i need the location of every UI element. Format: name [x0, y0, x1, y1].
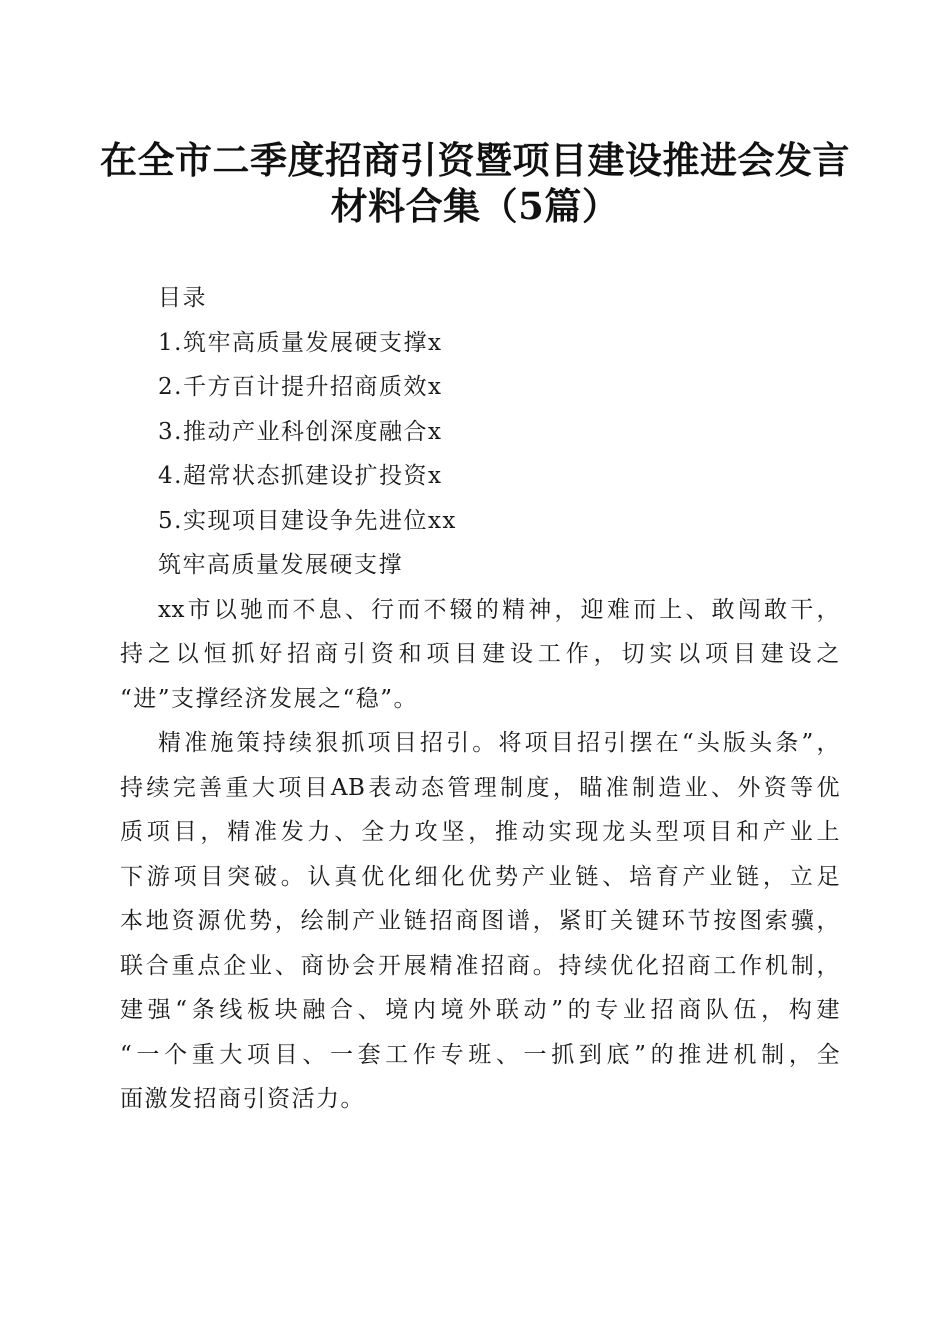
toc-item-1: 1.筑牢高质量发展硬支撑x — [158, 330, 443, 356]
paragraph-1-line-3: “进”支撑经济发展之“稳”。 — [120, 686, 419, 712]
paragraph-2-line-8: “一个重大项目、一套工作专班、一抓到底”的推进机制，全 — [120, 1042, 840, 1068]
paragraph-2-line-3: 质项目，精准发力、全力攻坚，推动实现龙头型项目和产业上 — [120, 819, 840, 845]
toc-item-2: 2.千方百计提升招商质效x — [158, 374, 443, 400]
toc-heading: 目录 — [158, 285, 207, 311]
paragraph-2-line-7: 建强“条线板块融合、境内境外联动”的专业招商队伍，构建 — [120, 997, 840, 1023]
document-title-line-1: 在全市二季度招商引资暨项目建设推进会发言 — [100, 138, 850, 182]
toc-item-4: 4.超常状态抓建设扩投资x — [158, 463, 443, 489]
paragraph-2-line-2: 持续完善重大项目AB表动态管理制度，瞄准制造业、外资等优 — [120, 775, 840, 801]
paragraph-2-line-9: 面激发招商引资活力。 — [120, 1086, 365, 1112]
paragraph-2-line-4: 下游项目突破。认真优化细化优势产业链、培育产业链，立足 — [120, 864, 840, 890]
paragraph-1-line-2: 持之以恒抓好招商引资和项目建设工作，切实以项目建设之 — [120, 641, 840, 667]
paragraph-2-line-6: 联合重点企业、商协会开展精准招商。持续优化招商工作机制， — [120, 953, 840, 979]
toc-item-5: 5.实现项目建设争先进位xx — [158, 508, 457, 534]
document-title-line-2: 材料合集（5篇） — [330, 184, 620, 228]
section-heading: 筑牢高质量发展硬支撑 — [158, 552, 403, 578]
paragraph-2-line-5: 本地资源优势，绘制产业链招商图谱，紧盯关键环节按图索骥， — [120, 908, 840, 934]
paragraph-2-line-1: 精准施策持续狠抓项目招引。将项目招引摆在“头版头条”， — [158, 730, 840, 756]
paragraph-1-line-1: xx市以驰而不息、行而不辍的精神，迎难而上、敢闯敢干， — [158, 597, 840, 623]
toc-item-3: 3.推动产业科创深度融合x — [158, 419, 443, 445]
